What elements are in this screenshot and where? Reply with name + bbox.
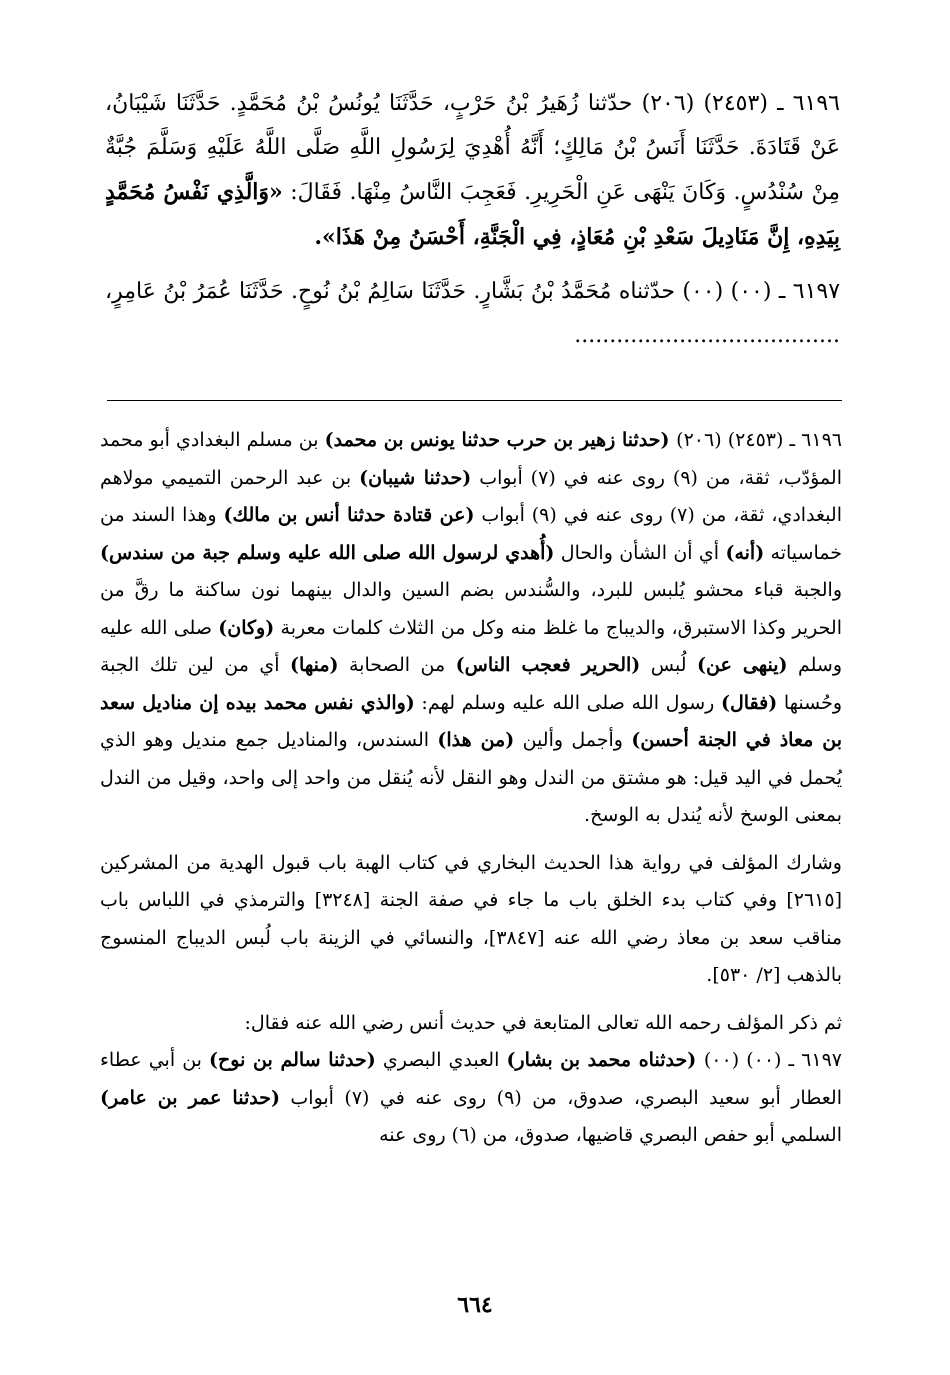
commentary-6196-bold: (وكان): [218, 616, 275, 639]
commentary-6197: [100, 1042, 842, 1155]
commentary-6197-numbers: ٦١٩٧ ـ (٠٠) (٠٠): [703, 1049, 842, 1071]
commentary-block: [100, 422, 842, 1155]
commentary-6196-numbers: ٦١٩٦ ـ (٢٤٥٣) (٢٠٦): [676, 429, 842, 451]
transition-paragraph: ثم ذكر المؤلف رحمه الله تعالى المتابعة في حديث أنس رضي الله عنه فقال:: [244, 1011, 842, 1034]
hadith-text-block: [105, 82, 840, 358]
commentary-6196-bold: (والذي نفس محمد بيده إن مناديل سعد بن معاذ في الجنة أحسن): [100, 691, 842, 751]
commentary-6196-text: صلى الله عليه وسلم: [100, 616, 842, 676]
commentary-6196-bold: (عن قتادة حدثنا أنس بن مالك): [223, 504, 475, 526]
commentary-6196-bold: (فقال): [720, 691, 778, 714]
hadith-6197-chain: حدّثناه مُحَمَّدُ بْنُ بَشَّارٍ. حَدَّثَنَا سَالِمُ بْنُ نُوحٍ. حَدَّثَنَا عُمَرُ بْنُ عَامِرٍ، ......................................: [105, 279, 840, 348]
commentary-6196-text: وأجمل وألين: [514, 729, 632, 751]
commentary-6197-text: العبدي البصري: [375, 1049, 507, 1071]
commentary-6196-bold: (الحرير فعجب الناس): [455, 654, 641, 676]
commentary-6196-bold: (منها): [290, 654, 339, 676]
commentary-6196-text: لُبس: [640, 654, 698, 676]
commentary-6196: [100, 422, 842, 835]
hadith-6196: [105, 82, 840, 260]
commentary-6196-bold: (أنه): [725, 541, 765, 564]
commentary-6196-text: أي من لين تلك الجبة وحُسنها: [100, 654, 842, 714]
page-number: ٦٦٤: [457, 1292, 493, 1318]
hadith-6197: [105, 270, 840, 358]
hadith-6196-chain: حدّثنا زُهَيرُ بْنُ حَرْبٍ، حَدَّثَنَا يُونُسُ بْنُ مُحَمَّدٍ. حَدَّثَنَا شَيْبَانُ، عَنْ قَتَادَةَ. حَدَّثَنَا أَنَسُ بْنُ مَالِكٍ؛ أَنَّهُ أُهْدِيَ لِرَسُولِ اللَّهِ صَلَّى اللَّهُ عَلَيْهِ وَسَلَّمَ جُبَّةٌ مِنْ سُنْدُسٍ. وَكَانَ يَنْهَى عَنِ الْحَرِيرِ. فَعَجِبَ النَّاسُ مِنْهَا. فَقَالَ:: [105, 91, 840, 205]
commentary-6197-bold: (حدثنا سالم بن نوح): [209, 1049, 376, 1071]
commentary-6196-text: والجبة قباء محشو يُلبس للبرد، والسُّندس بضم السين والدال بينهما نون ساكنة ما رقَّ من الحرير وكذا الاستبرق، والديباج ما غلظ منه وكل من الثلاث كلمات معربة: [100, 579, 842, 639]
hadith-6197-numbers: ٦١٩٧ ـ (٠٠) (٠٠): [682, 279, 841, 304]
commentary-6196-text: وهذا السند من خماسياته: [100, 504, 842, 564]
commentary-6196-bold: (حدثنا شيبان): [359, 466, 472, 489]
commentary-6197-text: بن أبي عطاء العطار أبو سعيد البصري، صدوق، من (٩) روى عنه في (٧) أبواب: [100, 1049, 842, 1109]
commentary-6196-bold: (أُهدي لرسول الله صلى الله عليه وسلم جبة من سندس): [100, 541, 555, 564]
commentary-6197-text: السلمي أبو حفص البصري قاضيها، صدوق، من (٦) روى عنه: [379, 1124, 842, 1146]
commentary-6197-bold: (حدثناه محمد بن بشار): [506, 1049, 704, 1071]
commentary-6196-bold: (حدثنا زهير بن حرب حدثنا يونس بن محمد): [324, 429, 677, 451]
hadith-6196-quote: «وَالَّذِي نَفْسُ مُحَمَّدٍ بِيَدِهِ، إِنَّ مَنَادِيلَ سَعْدِ بْنِ مُعَاذٍ، فِي الْجَنَّةِ، أَحْسَنُ مِنْ هَذَا».: [105, 179, 840, 250]
hadith-6196-numbers: ٦١٩٦ ـ (٢٤٥٣) (٢٠٦): [641, 91, 840, 116]
commentary-6196-text: السندس، والمناديل جمع منديل وهو الذي يُحمل في اليد قيل: هو مشتق من الندل وهو النقل لأنه يُنقل من واحد إلى واحد، وقيل من الندل بمعنى الوسخ لأنه يُندل به الوسخ.: [100, 729, 842, 826]
commentary-6196-text: من الصحابة: [338, 654, 456, 676]
commentary-6196-bold: (من هذا): [437, 729, 515, 751]
commentary-6196-bold: (ينهى عن): [697, 654, 788, 676]
commentary-6196-text: بن عبد الرحمن التميمي مولاهم البغدادي، ثقة، من (٧) روى عنه في (٩) أبواب: [100, 466, 843, 526]
sharaka-paragraph: وشارك المؤلف في رواية هذا الحديث البخاري في كتاب الهبة باب قبول الهدية من المشركين [٢٦١٥] وفي كتاب بدء الخلق باب ما جاء في صفة الجنة [٣٢٤٨] والترمذي في اللباس باب مناقب سعد بن معاذ رضي الله عنه [٣٨٤٧]، والنسائي في الزينة باب لُبس الديباج المنسوج بالذهب [٢/ ٥٣٠].: [100, 851, 843, 986]
footnote-separator: [107, 400, 842, 401]
commentary-6197-bold: (حدثنا عمر بن عامر): [100, 1086, 280, 1109]
commentary-6196-text: أي أن الشأن والحال: [554, 541, 726, 564]
commentary-6196-text: بن مسلم البغدادي أبو محمد المؤدّب، ثقة، من (٩) روى عنه في (٧) أبواب: [100, 429, 842, 489]
commentary-6196-text: رسول الله صلى الله عليه وسلم لهم:: [414, 691, 721, 714]
